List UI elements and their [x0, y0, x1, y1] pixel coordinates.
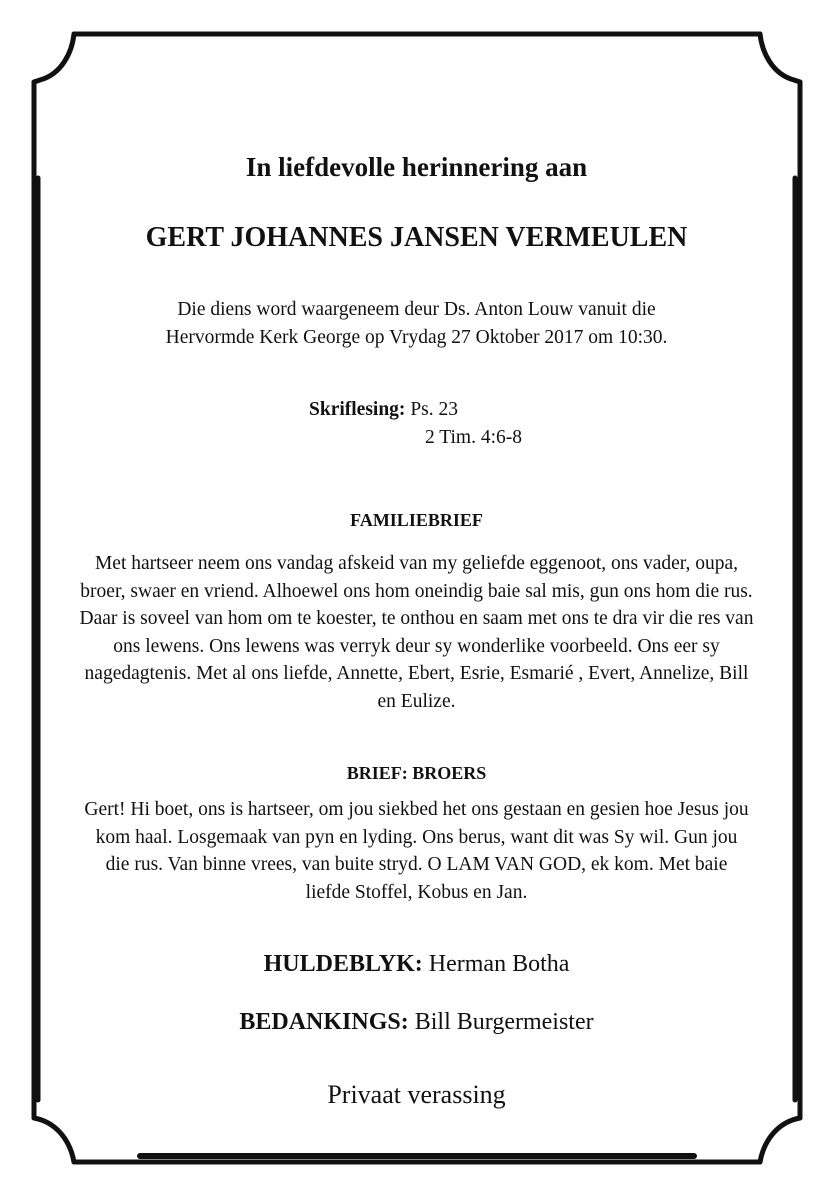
brothers-letter-line: liefde Stoffel, Kobus en Jan.	[305, 881, 528, 903]
family-letter-title: FAMILIEBRIEF	[350, 510, 483, 530]
scripture-reading-first: Ps. 23	[410, 399, 458, 420]
family-letter-text	[40, 550, 793, 715]
brothers-letter-text	[40, 796, 793, 906]
thanks	[0, 1004, 833, 1040]
thanks-label: BEDANKINGS:	[239, 1009, 409, 1035]
memorial-heading: In liefdevolle herinnering aan	[245, 152, 588, 182]
scripture-reading	[309, 396, 522, 452]
tribute-label: HULDEBLYK:	[263, 951, 423, 977]
family-letter-line: Daar is soveel van hom om te koester, te onthou en saam met ons te dra vir die res van	[79, 608, 754, 629]
family-letter-line: nagedagtenis. Met al ons liefde, Annette, Ebert, Esrie, Esmarié , Evert, Annelize, Bill	[84, 663, 749, 684]
service-line-2: Hervormde Kerk George op Vrydag 27 Oktober 2017 om 10:30.	[165, 327, 668, 348]
family-letter-line: broer, swaer en vriend. Alhoewel ons hom oneindig baie sal mis, gun ons hom die rus.	[80, 580, 753, 602]
thanks-name: Bill Burgermeister	[414, 1009, 594, 1035]
scripture-reading-second: 2 Tim. 4:6-8	[425, 427, 522, 448]
service-details	[0, 296, 833, 352]
tribute	[0, 946, 833, 982]
brothers-letter-line: Gert! Hi boet, ons is hartseer, om jou siekbed het ons gestaan en gesien hoe Jesus jou	[84, 799, 749, 820]
deceased-name: GERT JOHANNES JANSEN VERMEULEN	[145, 222, 688, 253]
family-letter-line: en Eulize.	[377, 690, 456, 712]
brothers-letter-title: BRIEF: BROERS	[346, 763, 487, 783]
tribute-name: Herman Botha	[428, 951, 570, 977]
family-letter-line: ons lewens. Ons lewens was verryk deur sy wonderlike voorbeeld. Ons eer sy	[113, 635, 720, 657]
brothers-letter-line: die rus. Van binne vrees, van buite stryd. O LAM VAN GOD, ek kom. Met baie	[105, 854, 728, 875]
brothers-letter-line: kom haal. Losgemaak van pyn en lyding. Ons berus, want dit was Sy wil. Gun jou	[95, 826, 738, 848]
scripture-reading-label: Skriflesing:	[309, 399, 406, 420]
service-line-1: Die diens word waargeneem deur Ds. Anton Louw vanuit die	[177, 299, 656, 320]
family-letter-line: Met hartseer neem ons vandag afskeid van my geliefde eggenoot, ons vader, oupa,	[94, 553, 739, 574]
cremation-note: Privaat verassing	[327, 1080, 506, 1109]
